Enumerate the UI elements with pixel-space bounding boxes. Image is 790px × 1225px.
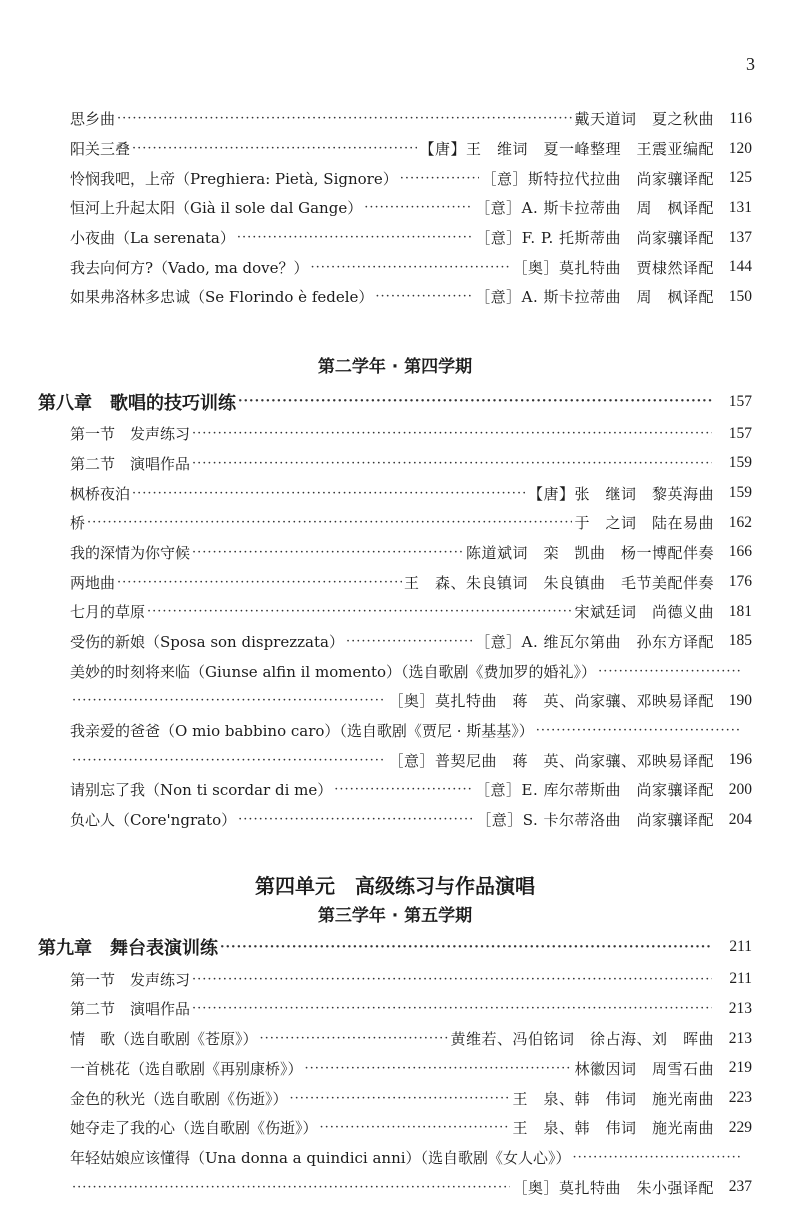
entry-credit: 【唐】王 维词 夏一峰整理 王震亚编配 [419, 140, 714, 159]
chapter-page: 157 [728, 392, 752, 410]
entry-title: 负心人（Core'ngrato） [70, 811, 237, 830]
leader-dots [320, 1120, 511, 1135]
toc-entry[interactable] [0, 252, 790, 282]
entry-title: 我去向何方?（Vado, ma dove？） [70, 258, 309, 277]
leader-dots [87, 515, 572, 530]
leader-dots [192, 456, 712, 471]
entry-credit: ［奥］莫扎特曲 蒋 英、尚家骧、邓映易译配 [388, 692, 714, 711]
entry-page: 120 [728, 139, 752, 157]
toc-entry[interactable] [0, 775, 790, 805]
toc-entry[interactable] [0, 805, 790, 835]
entry-title: 请别忘了我（Non ti scordar di me） [70, 781, 333, 800]
entry-credit: ［意］A. 斯卡拉蒂曲 周 枫译配 [475, 288, 714, 307]
entry-page: 185 [728, 632, 752, 650]
entry-page: 211 [729, 970, 752, 988]
entry-title: 我的深情为你守候 [70, 543, 191, 562]
leader-dots [192, 426, 712, 441]
toc-entry[interactable] [0, 508, 790, 538]
toc-entry[interactable] [0, 627, 790, 657]
entry-title: 两地曲 [70, 573, 116, 592]
table-of-contents [0, 104, 790, 1202]
chapter-entry[interactable] [0, 385, 790, 419]
leader-dots [346, 634, 473, 649]
toc-entry[interactable] [0, 223, 790, 253]
entry-credit: 宋斌廷词 尚德义曲 [574, 603, 714, 622]
entry-title: 第一节 发声练习 [70, 425, 191, 444]
toc-entry-continuation[interactable] [0, 1172, 790, 1202]
entry-page: 204 [728, 810, 752, 828]
entry-title: 小夜曲（La serenata） [70, 229, 235, 248]
leader-dots [117, 575, 402, 590]
entry-title: 七月的草原 [70, 603, 146, 622]
page-number: 3 [746, 54, 755, 74]
toc-section-d [0, 964, 790, 1202]
leader-dots [192, 972, 712, 987]
entry-credit: 【唐】张 继词 黎英海曲 [527, 484, 714, 503]
entry-credit: 黄维若、冯伯铭词 徐占海、刘 晖曲 [450, 1030, 714, 1049]
chapter-page: 211 [729, 938, 752, 956]
entry-page: 229 [728, 1118, 752, 1136]
entry-credit: 陈道斌词 栾 凯曲 杨一博配伴奏 [465, 543, 714, 562]
chapter-entry[interactable] [0, 930, 790, 964]
toc-entry[interactable] [0, 1113, 790, 1143]
entry-credit: 王 泉、韩 伟词 施光南曲 [512, 1119, 714, 1138]
entry-title: 一首桃花（选自歌剧《再别康桥》） [70, 1059, 303, 1078]
entry-page: 237 [728, 1178, 752, 1196]
toc-entry-continuation[interactable] [0, 686, 790, 716]
entry-page: 213 [728, 999, 752, 1017]
toc-entry[interactable] [0, 134, 790, 164]
leader-dots [132, 141, 417, 156]
entry-page: 190 [728, 691, 752, 709]
toc-entry[interactable] [0, 282, 790, 312]
toc-entry-long[interactable] [0, 1143, 790, 1173]
entry-page: 159 [728, 484, 752, 502]
toc-entry[interactable] [0, 419, 790, 449]
entry-title: 第二节 演唱作品 [70, 454, 191, 473]
entry-page: 116 [729, 109, 752, 127]
toc-entry[interactable] [0, 538, 790, 568]
unit-heading: 第四单元 高级练习与作品演唱 [255, 874, 535, 899]
entry-page: 196 [728, 751, 752, 769]
leader-dots [72, 1180, 510, 1195]
leader-dots [238, 394, 712, 409]
toc-entry[interactable] [0, 597, 790, 627]
term-heading: 第三学年 · 第五学期 [317, 906, 473, 927]
toc-entry[interactable] [0, 1054, 790, 1084]
leader-dots [220, 940, 712, 955]
toc-entry-continuation[interactable] [0, 745, 790, 775]
entry-title: 美妙的时刻将来临（Giunse alfin il momento）（选自歌剧《费加罗的婚礼》） [70, 662, 597, 681]
toc-entry[interactable] [0, 193, 790, 223]
chapter-title: 第八章 歌唱的技巧训练 [38, 392, 236, 414]
toc-entry[interactable] [0, 104, 790, 134]
entry-page: 181 [728, 602, 752, 620]
entry-page: 162 [728, 513, 752, 531]
entry-page: 159 [728, 454, 752, 472]
toc-entry[interactable] [0, 449, 790, 479]
toc-entry[interactable] [0, 163, 790, 193]
toc-section-b [0, 419, 790, 835]
entry-page: 157 [728, 424, 752, 442]
entry-credit: ［意］F. P. 托斯蒂曲 尚家骧译配 [475, 229, 714, 248]
toc-entry[interactable] [0, 567, 790, 597]
entry-title: 第一节 发声练习 [70, 970, 191, 989]
leader-dots [334, 782, 473, 797]
toc-entry[interactable] [0, 478, 790, 508]
leader-dots [72, 753, 386, 768]
entry-title: 桥 [70, 514, 86, 533]
leader-dots [536, 723, 740, 738]
leader-dots [364, 200, 473, 215]
entry-page: 137 [728, 228, 752, 246]
leader-dots [238, 812, 474, 827]
chapter-title: 第九章 舞台表演训练 [38, 938, 218, 960]
entry-credit: 王 泉、韩 伟词 施光南曲 [512, 1089, 714, 1108]
entry-credit: 戴天道词 夏之秋曲 [574, 110, 714, 129]
leader-dots [598, 664, 740, 679]
leader-dots [147, 604, 572, 619]
leader-dots [260, 1031, 449, 1046]
entry-credit: ［意］A. 斯卡拉蒂曲 周 枫译配 [475, 199, 714, 218]
entry-credit: ［意］E. 库尔蒂斯曲 尚家骧译配 [475, 781, 714, 800]
toc-entry-long[interactable] [0, 716, 790, 746]
leader-dots [305, 1061, 573, 1076]
entry-credit: 于 之词 陆在易曲 [574, 514, 714, 533]
entry-page: 131 [728, 198, 752, 216]
entry-title: 我亲爱的爸爸（O mio babbino caro）（选自歌剧《贾尼 · 斯基基》） [70, 722, 534, 741]
entry-title: 受伤的新娘（Sposa son disprezzata） [70, 632, 344, 651]
entry-title: 阳关三叠 [70, 140, 131, 159]
leader-dots [192, 545, 464, 560]
leader-dots [132, 486, 526, 501]
entry-page: 144 [728, 258, 752, 276]
entry-page: 200 [728, 780, 752, 798]
entry-title: 年轻姑娘应该懂得（Una donna a quindici anni）（选自歌剧《女人心》） [70, 1148, 571, 1167]
entry-page: 176 [728, 573, 752, 591]
entry-title: 怜悯我吧，上帝（Preghiera: Pietà, Signore） [70, 169, 398, 188]
toc-entry[interactable] [0, 964, 790, 994]
entry-title: 枫桥夜泊 [70, 484, 131, 503]
toc-entry[interactable] [0, 994, 790, 1024]
leader-dots [117, 111, 572, 126]
leader-dots [573, 1150, 740, 1165]
leader-dots [72, 693, 386, 708]
entry-title: 第二节 演唱作品 [70, 1000, 191, 1019]
entry-credit: ［意］A. 维瓦尔第曲 孙东方译配 [475, 632, 714, 651]
entry-credit: 林徽因词 周雪石曲 [574, 1059, 714, 1078]
entry-title: 情 歌（选自歌剧《苍原》） [70, 1030, 258, 1049]
leader-dots [375, 289, 473, 304]
entry-credit: ［奥］莫扎特曲 贾棣然译配 [512, 258, 714, 277]
leader-dots [400, 171, 480, 186]
toc-entry[interactable] [0, 1083, 790, 1113]
term-heading: 第二学年 · 第四学期 [317, 356, 473, 377]
entry-page: 213 [728, 1029, 752, 1047]
entry-title: 她夺走了我的心（选自歌剧《伤逝》） [70, 1119, 318, 1138]
leader-dots [237, 230, 473, 245]
toc-section-a [0, 104, 790, 312]
entry-credit: 王 森、朱良镇词 朱良镇曲 毛节美配伴奏 [403, 573, 714, 592]
entry-title: 金色的秋光（选自歌剧《伤逝》） [70, 1089, 288, 1108]
leader-dots [290, 1091, 511, 1106]
entry-page: 150 [728, 287, 752, 305]
entry-page: 219 [728, 1059, 752, 1077]
entry-page: 125 [728, 169, 752, 187]
entry-page: 166 [728, 543, 752, 561]
entry-credit: ［意］斯特拉代拉曲 尚家骧译配 [481, 169, 714, 188]
entry-title: 恒河上升起太阳（Già il sole dal Gange） [70, 199, 363, 218]
entry-title: 思乡曲 [70, 110, 116, 129]
entry-credit: ［意］普契尼曲 蒋 英、尚家骧、邓映易译配 [388, 751, 714, 770]
leader-dots [192, 1001, 712, 1016]
entry-credit: ［奥］莫扎特曲 朱小强译配 [512, 1178, 714, 1197]
leader-dots [311, 260, 511, 275]
toc-entry-long[interactable] [0, 656, 790, 686]
toc-entry[interactable] [0, 1024, 790, 1054]
entry-page: 223 [728, 1089, 752, 1107]
entry-credit: ［意］S. 卡尔蒂洛曲 尚家骧译配 [476, 811, 714, 830]
entry-title: 如果弗洛林多忠诚（Se Florindo è fedele） [70, 288, 374, 307]
